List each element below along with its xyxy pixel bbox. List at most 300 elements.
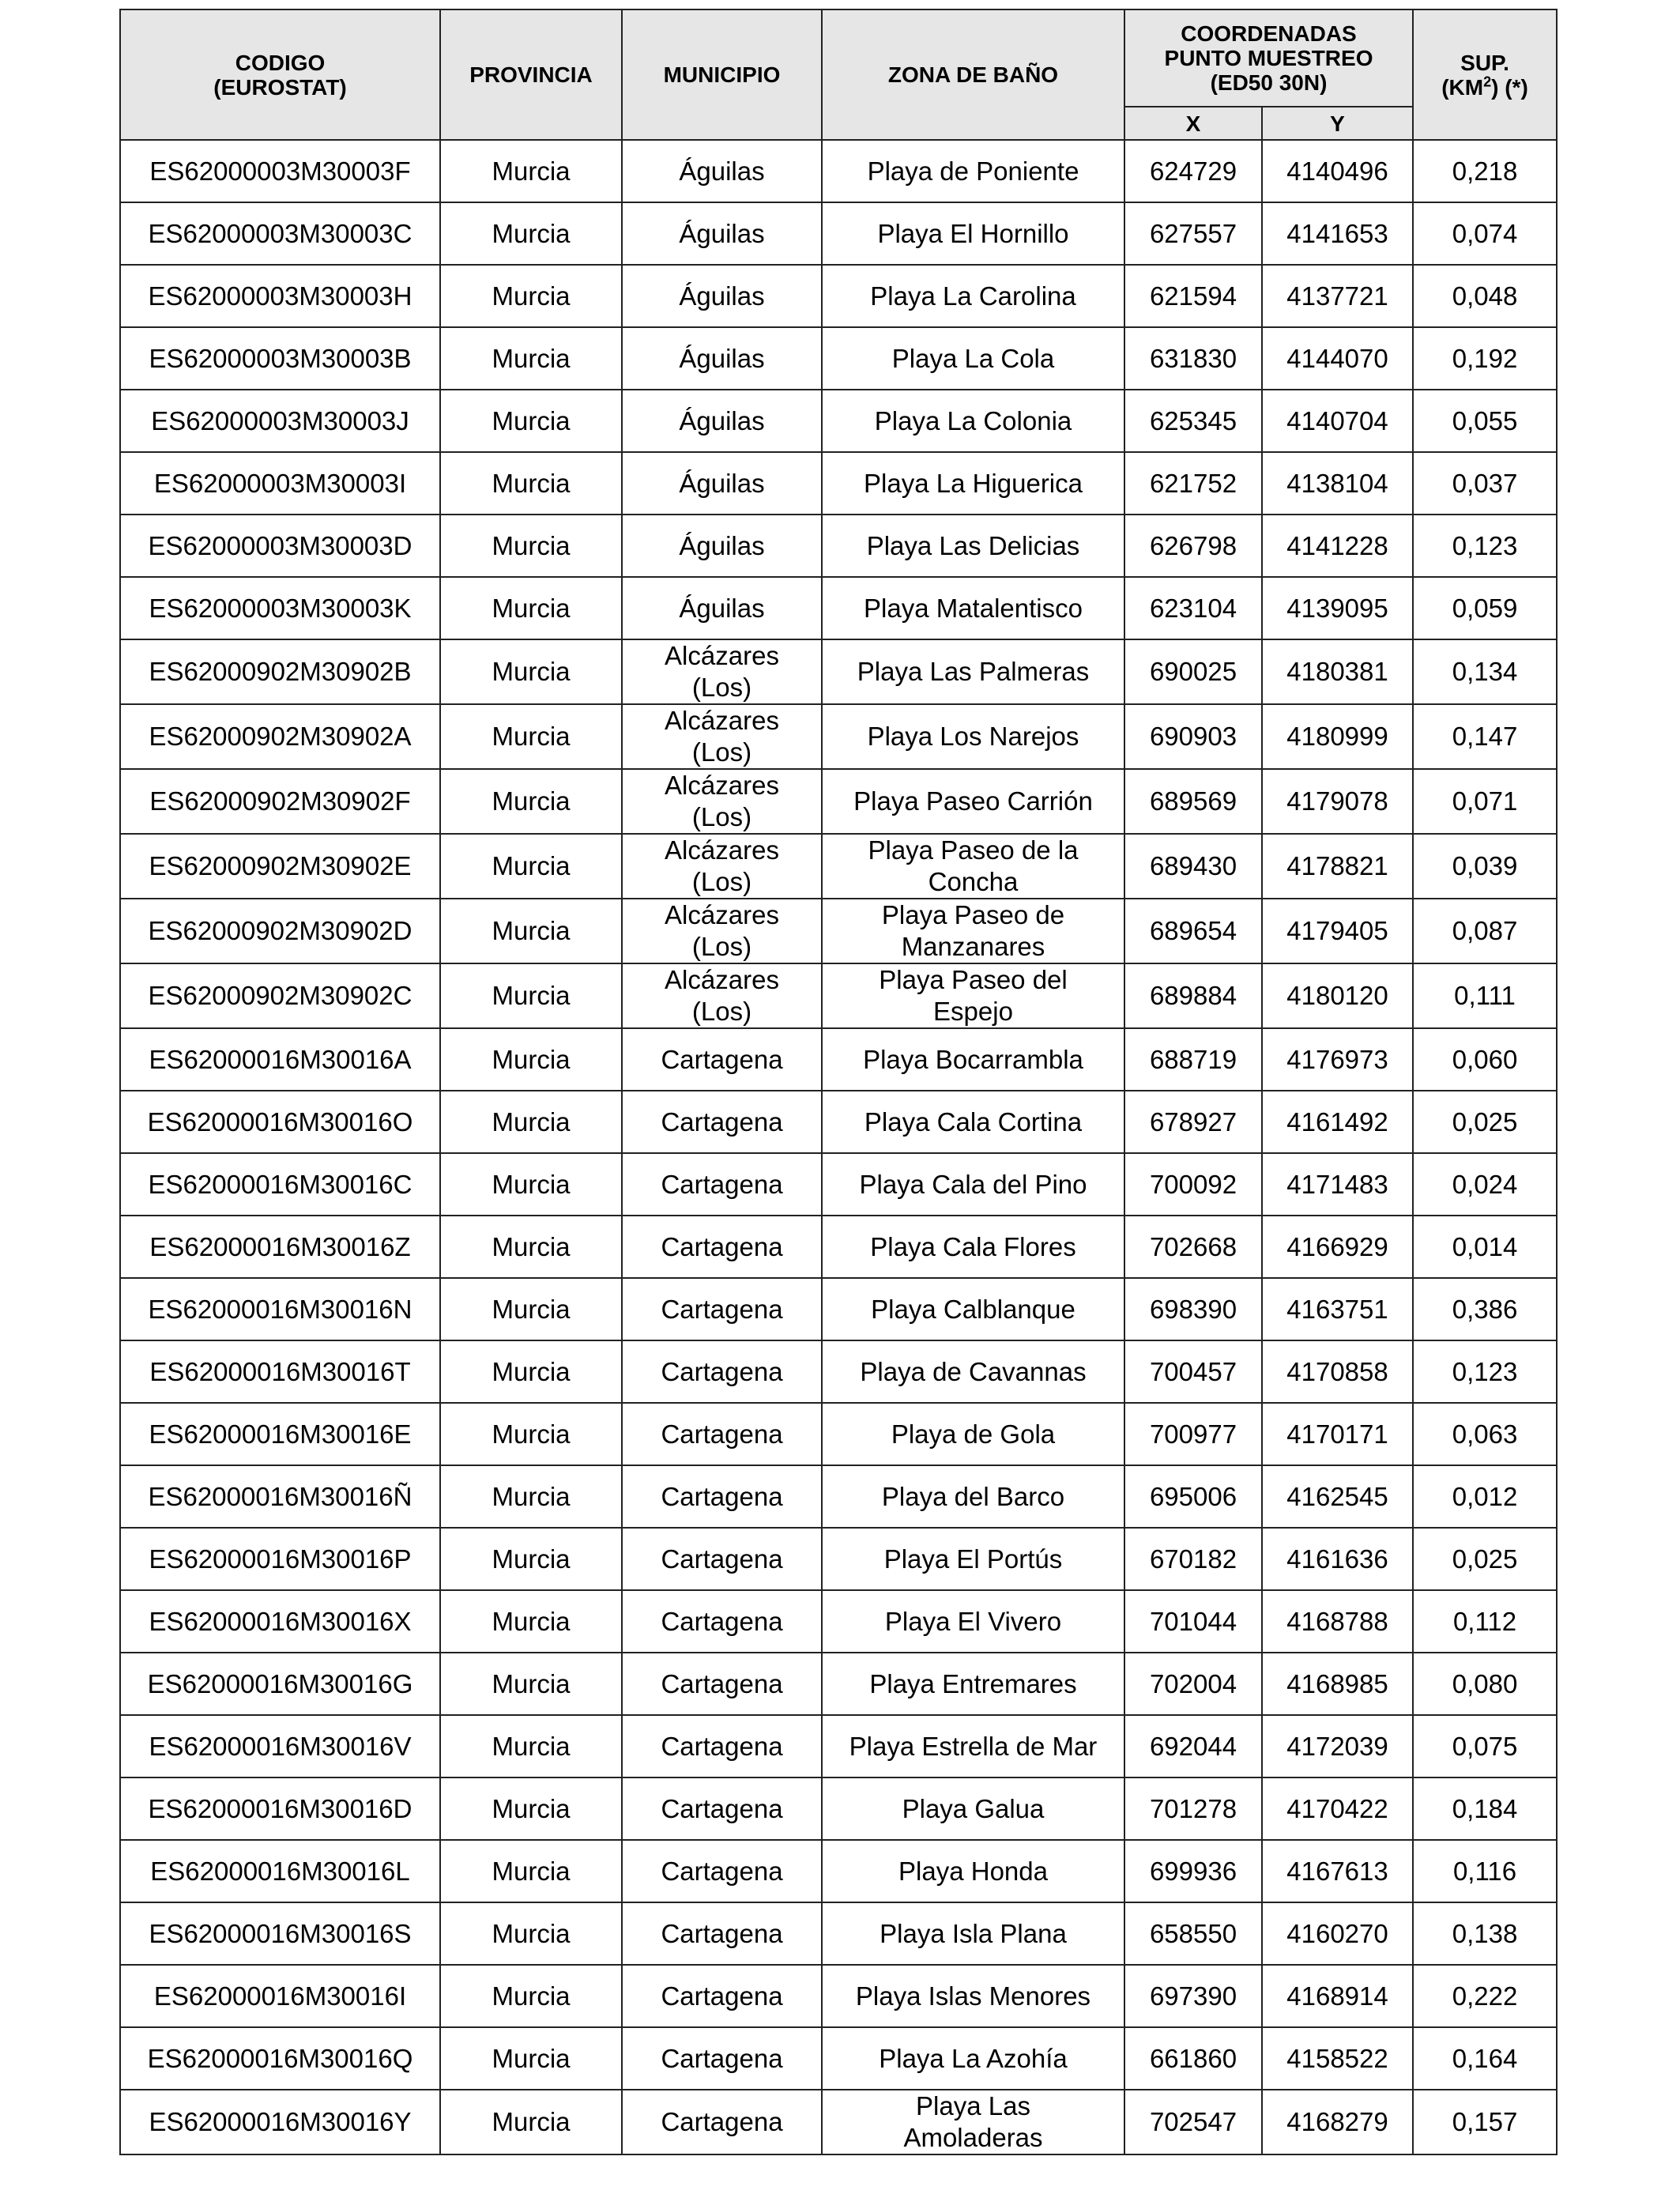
cell-zona [822, 1965, 1124, 2027]
cell-coord-y: 4168985 [1262, 1653, 1413, 1715]
cell-municipio [622, 769, 822, 834]
cell-codigo: ES62000016M30016Z [120, 1216, 440, 1278]
cell-coord-x: 701278 [1124, 1777, 1262, 1840]
header-sup-unit: (KM [1441, 74, 1484, 100]
cell-superficie: 0,037 [1413, 452, 1557, 515]
cell-zona [822, 1278, 1124, 1340]
cell-codigo: ES62000016M30016E [120, 1403, 440, 1465]
cell-zona-line: Playa Paseo del [879, 965, 1068, 994]
cell-municipio-line: Cartagena [661, 1793, 783, 1823]
cell-provincia: Murcia [440, 1340, 622, 1403]
cell-zona-line: Espejo [933, 997, 1013, 1026]
cell-coord-x: 689569 [1124, 769, 1262, 834]
table-row [120, 1278, 1557, 1340]
header-coordenadas-line: PUNTO MUESTREO [1164, 46, 1373, 70]
cell-zona [822, 963, 1124, 1028]
cell-superficie: 0,012 [1413, 1465, 1557, 1528]
cell-zona-line: Playa Entremares [869, 1668, 1077, 1698]
cell-provincia: Murcia [440, 1590, 622, 1653]
cell-municipio-line: Águilas [679, 281, 765, 311]
cell-provincia: Murcia [440, 1840, 622, 1902]
header-codigo [120, 9, 440, 140]
table-row [120, 1528, 1557, 1590]
cell-provincia: Murcia [440, 769, 622, 834]
cell-zona-line: Playa Cala del Pino [859, 1169, 1087, 1199]
cell-coord-x: 700457 [1124, 1340, 1262, 1403]
cell-coord-y: 4141653 [1262, 202, 1413, 265]
cell-coord-y: 4158522 [1262, 2027, 1413, 2090]
cell-municipio-line: Cartagena [661, 1481, 783, 1511]
table-row [120, 834, 1557, 899]
table-row [120, 1715, 1557, 1777]
cell-coord-x: 689654 [1124, 899, 1262, 963]
cell-zona-line: Playa La Higuerica [864, 468, 1083, 498]
table-row [120, 963, 1557, 1028]
cell-superficie: 0,087 [1413, 899, 1557, 963]
cell-coord-y: 4178821 [1262, 834, 1413, 899]
cell-superficie: 0,074 [1413, 202, 1557, 265]
cell-zona [822, 140, 1124, 202]
cell-municipio-line: Alcázares [665, 706, 779, 735]
cell-municipio-line: Águilas [679, 343, 765, 373]
cell-codigo: ES62000003M30003D [120, 515, 440, 577]
cell-codigo: ES62000003M30003J [120, 390, 440, 452]
table-row [120, 1590, 1557, 1653]
table-row [120, 1965, 1557, 2027]
cell-coord-x: 678927 [1124, 1091, 1262, 1153]
table-row [120, 1403, 1557, 1465]
cell-coord-y: 4168279 [1262, 2090, 1413, 2154]
cell-coord-x: 621752 [1124, 452, 1262, 515]
cell-municipio-line: Cartagena [661, 1106, 783, 1137]
cell-coord-x: 661860 [1124, 2027, 1262, 2090]
cell-municipio-line: Alcázares [665, 771, 779, 800]
cell-provincia: Murcia [440, 1091, 622, 1153]
cell-codigo: ES62000016M30016S [120, 1902, 440, 1965]
bathing-zones-table [119, 9, 1558, 2155]
cell-codigo: ES62000016M30016L [120, 1840, 440, 1902]
table-row [120, 202, 1557, 265]
cell-municipio-line: Águilas [679, 218, 765, 248]
cell-municipio [622, 704, 822, 769]
cell-zona [822, 1340, 1124, 1403]
cell-zona-line: Playa Las Palmeras [857, 657, 1090, 686]
cell-coord-y: 4180381 [1262, 639, 1413, 704]
cell-zona-line: Playa de Gola [891, 1419, 1056, 1449]
cell-municipio [622, 834, 822, 899]
cell-municipio [622, 1278, 822, 1340]
cell-coord-x: 702668 [1124, 1216, 1262, 1278]
cell-municipio-line: (Los) [691, 997, 752, 1026]
table-row [120, 577, 1557, 639]
cell-zona [822, 639, 1124, 704]
cell-codigo: ES62000003M30003H [120, 265, 440, 327]
cell-zona-line: Playa El Hornillo [877, 218, 1069, 248]
cell-provincia: Murcia [440, 265, 622, 327]
cell-superficie: 0,071 [1413, 769, 1557, 834]
cell-coord-x: 688719 [1124, 1028, 1262, 1091]
cell-provincia: Murcia [440, 140, 622, 202]
cell-superficie: 0,039 [1413, 834, 1557, 899]
cell-codigo: ES62000016M30016Q [120, 2027, 440, 2090]
cell-municipio-line: Cartagena [661, 1731, 783, 1761]
table-row [120, 899, 1557, 963]
cell-municipio-line: (Los) [691, 932, 752, 961]
header-sup-note: ) (*) [1491, 74, 1528, 100]
cell-zona [822, 1902, 1124, 1965]
cell-zona-line: Playa La Colonia [874, 405, 1072, 435]
cell-zona-line: Playa Islas Menores [855, 1981, 1091, 2011]
cell-coord-x: 626798 [1124, 515, 1262, 577]
cell-municipio [622, 327, 822, 390]
cell-provincia: Murcia [440, 1653, 622, 1715]
header-coordenadas-line: (ED50 30N) [1210, 70, 1328, 95]
cell-municipio [622, 390, 822, 452]
cell-coord-x: 623104 [1124, 577, 1262, 639]
cell-zona-line: Playa Paseo de la [868, 835, 1079, 865]
cell-municipio [622, 1590, 822, 1653]
cell-coord-y: 4179078 [1262, 769, 1413, 834]
cell-superficie: 0,116 [1413, 1840, 1557, 1902]
cell-provincia: Murcia [440, 327, 622, 390]
header-codigo-line: (EUROSTAT) [213, 74, 347, 100]
cell-municipio [622, 1340, 822, 1403]
cell-coord-x: 695006 [1124, 1465, 1262, 1528]
cell-coord-x: 701044 [1124, 1590, 1262, 1653]
cell-zona-line: Playa de Poniente [867, 156, 1079, 186]
cell-coord-x: 700092 [1124, 1153, 1262, 1216]
cell-zona [822, 834, 1124, 899]
cell-zona [822, 1028, 1124, 1091]
cell-municipio [622, 1528, 822, 1590]
cell-coord-y: 4137721 [1262, 265, 1413, 327]
header-coordenadas [1124, 9, 1413, 107]
cell-codigo: ES62000902M30902C [120, 963, 440, 1028]
cell-municipio-line: Cartagena [661, 1606, 783, 1636]
table-row [120, 390, 1557, 452]
cell-zona-line: Playa La Cola [891, 343, 1055, 373]
table-row [120, 1902, 1557, 1965]
cell-superficie: 0,157 [1413, 2090, 1557, 2154]
table-row [120, 515, 1557, 577]
cell-codigo: ES62000016M30016C [120, 1153, 440, 1216]
cell-coord-y: 4141228 [1262, 515, 1413, 577]
cell-codigo: ES62000016M30016T [120, 1340, 440, 1403]
cell-municipio [622, 1965, 822, 2027]
cell-zona [822, 1528, 1124, 1590]
cell-codigo: ES62000003M30003F [120, 140, 440, 202]
cell-coord-y: 4179405 [1262, 899, 1413, 963]
cell-municipio-line: (Los) [691, 867, 752, 896]
cell-zona [822, 327, 1124, 390]
cell-coord-y: 4167613 [1262, 1840, 1413, 1902]
cell-coord-y: 4166929 [1262, 1216, 1413, 1278]
cell-municipio [622, 2027, 822, 2090]
table-row [120, 2090, 1557, 2154]
cell-coord-y: 4170858 [1262, 1340, 1413, 1403]
cell-coord-x: 624729 [1124, 140, 1262, 202]
cell-zona [822, 515, 1124, 577]
cell-superficie: 0,063 [1413, 1403, 1557, 1465]
cell-provincia: Murcia [440, 704, 622, 769]
table-row [120, 327, 1557, 390]
cell-provincia: Murcia [440, 202, 622, 265]
cell-coord-x: 658550 [1124, 1902, 1262, 1965]
table-row [120, 140, 1557, 202]
cell-coord-x: 631830 [1124, 327, 1262, 390]
cell-coord-x: 670182 [1124, 1528, 1262, 1590]
cell-municipio [622, 1216, 822, 1278]
cell-superficie: 0,111 [1413, 963, 1557, 1028]
header-y: Y [1262, 107, 1413, 140]
cell-provincia: Murcia [440, 639, 622, 704]
header-sup-line [1417, 75, 1553, 100]
table-row [120, 1653, 1557, 1715]
table-body [120, 140, 1557, 2154]
cell-zona [822, 899, 1124, 963]
cell-municipio-line: Alcázares [665, 835, 779, 865]
cell-coord-y: 4139095 [1262, 577, 1413, 639]
cell-provincia: Murcia [440, 2027, 622, 2090]
cell-codigo: ES62000016M30016I [120, 1965, 440, 2027]
cell-municipio-line: Alcázares [665, 965, 779, 994]
cell-zona-line: Playa Paseo Carrión [853, 786, 1093, 816]
cell-municipio-line: (Los) [691, 673, 752, 702]
cell-codigo: ES62000902M30902B [120, 639, 440, 704]
cell-coord-y: 4176973 [1262, 1028, 1413, 1091]
cell-zona-line: Playa Honda [898, 1856, 1048, 1886]
cell-coord-y: 4170171 [1262, 1403, 1413, 1465]
cell-zona-line: Playa Bocarrambla [863, 1044, 1083, 1074]
cell-superficie: 0,222 [1413, 1965, 1557, 2027]
cell-superficie: 0,138 [1413, 1902, 1557, 1965]
cell-coord-y: 4140496 [1262, 140, 1413, 202]
table-row [120, 452, 1557, 515]
cell-coord-x: 627557 [1124, 202, 1262, 265]
cell-zona-line: Playa Galua [902, 1793, 1045, 1823]
header-municipio: MUNICIPIO [622, 9, 822, 140]
cell-zona [822, 1403, 1124, 1465]
cell-municipio-line: Cartagena [661, 1294, 783, 1324]
cell-provincia: Murcia [440, 963, 622, 1028]
cell-municipio-line: Cartagena [661, 2107, 783, 2136]
table-row [120, 1465, 1557, 1528]
cell-zona-line: Playa Isla Plana [880, 1918, 1067, 1948]
cell-municipio-line: Cartagena [661, 1981, 783, 2011]
cell-superficie: 0,147 [1413, 704, 1557, 769]
cell-municipio [622, 452, 822, 515]
cell-superficie: 0,060 [1413, 1028, 1557, 1091]
cell-provincia: Murcia [440, 834, 622, 899]
cell-codigo: ES62000016M30016V [120, 1715, 440, 1777]
cell-zona [822, 1777, 1124, 1840]
cell-municipio [622, 577, 822, 639]
cell-coord-y: 4162545 [1262, 1465, 1413, 1528]
cell-municipio [622, 202, 822, 265]
cell-codigo: ES62000003M30003K [120, 577, 440, 639]
cell-municipio-line: Cartagena [661, 1856, 783, 1886]
cell-municipio [622, 1840, 822, 1902]
cell-coord-x: 698390 [1124, 1278, 1262, 1340]
cell-municipio [622, 639, 822, 704]
cell-provincia: Murcia [440, 1278, 622, 1340]
cell-codigo: ES62000016M30016G [120, 1653, 440, 1715]
cell-provincia: Murcia [440, 577, 622, 639]
cell-zona-line: Playa Cala Flores [870, 1231, 1076, 1261]
cell-codigo: ES62000016M30016O [120, 1091, 440, 1153]
cell-municipio [622, 899, 822, 963]
cell-codigo: ES62000902M30902D [120, 899, 440, 963]
cell-coord-y: 4171483 [1262, 1153, 1413, 1216]
cell-municipio-line: Cartagena [661, 1044, 783, 1074]
cell-zona [822, 704, 1124, 769]
table-row [120, 1216, 1557, 1278]
cell-zona-line: Playa La Azohía [879, 2043, 1068, 2073]
cell-municipio [622, 140, 822, 202]
cell-zona-line: Manzanares [901, 932, 1045, 961]
cell-codigo: ES62000016M30016P [120, 1528, 440, 1590]
cell-municipio [622, 1403, 822, 1465]
cell-superficie: 0,024 [1413, 1153, 1557, 1216]
cell-municipio-line: Cartagena [661, 1169, 783, 1199]
header-superficie [1413, 9, 1557, 140]
cell-municipio [622, 1028, 822, 1091]
cell-municipio [622, 2090, 822, 2154]
cell-superficie: 0,025 [1413, 1091, 1557, 1153]
cell-superficie: 0,025 [1413, 1528, 1557, 1590]
cell-superficie: 0,075 [1413, 1715, 1557, 1777]
cell-zona [822, 1840, 1124, 1902]
cell-superficie: 0,123 [1413, 515, 1557, 577]
cell-codigo: ES62000003M30003C [120, 202, 440, 265]
cell-municipio-line: Alcázares [665, 900, 779, 929]
cell-zona [822, 2027, 1124, 2090]
cell-zona [822, 1653, 1124, 1715]
cell-superficie: 0,386 [1413, 1278, 1557, 1340]
cell-municipio-line: Águilas [679, 468, 765, 498]
header-coordenadas-line: COORDENADAS [1181, 21, 1357, 46]
cell-municipio [622, 1902, 822, 1965]
table-row [120, 265, 1557, 327]
cell-zona [822, 769, 1124, 834]
header-codigo-line: CODIGO [235, 50, 326, 75]
cell-superficie: 0,059 [1413, 577, 1557, 639]
cell-provincia: Murcia [440, 899, 622, 963]
cell-zona [822, 1590, 1124, 1653]
cell-codigo: ES62000902M30902E [120, 834, 440, 899]
cell-zona-line: Playa Matalentisco [864, 593, 1083, 623]
cell-coord-y: 4161492 [1262, 1091, 1413, 1153]
cell-coord-x: 699936 [1124, 1840, 1262, 1902]
cell-superficie: 0,134 [1413, 639, 1557, 704]
cell-coord-y: 4160270 [1262, 1902, 1413, 1965]
cell-codigo: ES62000016M30016Y [120, 2090, 440, 2154]
header-sup-exponent: 2 [1483, 74, 1492, 90]
cell-zona-line: Playa Paseo de [881, 900, 1065, 929]
cell-municipio-line: Cartagena [661, 1356, 783, 1386]
cell-provincia: Murcia [440, 452, 622, 515]
cell-municipio [622, 1715, 822, 1777]
cell-provincia: Murcia [440, 1715, 622, 1777]
cell-zona-line: Playa Cala Cortina [864, 1106, 1083, 1137]
cell-coord-y: 4163751 [1262, 1278, 1413, 1340]
cell-coord-x: 702004 [1124, 1653, 1262, 1715]
cell-municipio [622, 1465, 822, 1528]
cell-zona-line: Playa Los Narejos [867, 722, 1079, 751]
header-zona: ZONA DE BAÑO [822, 9, 1124, 140]
cell-municipio-line: Cartagena [661, 1544, 783, 1574]
cell-zona [822, 265, 1124, 327]
cell-zona [822, 202, 1124, 265]
table-row [120, 2027, 1557, 2090]
cell-municipio [622, 963, 822, 1028]
cell-provincia: Murcia [440, 1465, 622, 1528]
cell-provincia: Murcia [440, 1028, 622, 1091]
cell-coord-y: 4138104 [1262, 452, 1413, 515]
cell-municipio-line: Águilas [679, 530, 765, 560]
cell-coord-x: 690903 [1124, 704, 1262, 769]
cell-municipio-line: Cartagena [661, 1668, 783, 1698]
cell-superficie: 0,123 [1413, 1340, 1557, 1403]
cell-coord-y: 4140704 [1262, 390, 1413, 452]
cell-provincia: Murcia [440, 1216, 622, 1278]
cell-coord-y: 4170422 [1262, 1777, 1413, 1840]
cell-municipio-line: Águilas [679, 156, 765, 186]
cell-codigo: ES62000003M30003B [120, 327, 440, 390]
cell-coord-x: 700977 [1124, 1403, 1262, 1465]
table-row [120, 704, 1557, 769]
cell-provincia: Murcia [440, 1403, 622, 1465]
cell-provincia: Murcia [440, 390, 622, 452]
table-row [120, 1340, 1557, 1403]
cell-municipio [622, 265, 822, 327]
cell-codigo: ES62000016M30016D [120, 1777, 440, 1840]
cell-zona-line: Playa Calblanque [871, 1294, 1075, 1324]
cell-coord-y: 4180999 [1262, 704, 1413, 769]
cell-zona-line: Playa de Cavannas [860, 1356, 1087, 1386]
cell-municipio-line: Cartagena [661, 1918, 783, 1948]
cell-coord-y: 4168788 [1262, 1590, 1413, 1653]
cell-superficie: 0,014 [1413, 1216, 1557, 1278]
cell-codigo: ES62000016M30016N [120, 1278, 440, 1340]
cell-codigo: ES62000016M30016Ñ [120, 1465, 440, 1528]
cell-zona-line: Playa Las [916, 2091, 1030, 2120]
cell-superficie: 0,184 [1413, 1777, 1557, 1840]
table-row [120, 769, 1557, 834]
cell-coord-x: 689430 [1124, 834, 1262, 899]
cell-coord-x: 702547 [1124, 2090, 1262, 2154]
cell-zona-line: Playa Las Delicias [866, 530, 1080, 560]
cell-zona [822, 1216, 1124, 1278]
cell-superficie: 0,164 [1413, 2027, 1557, 2090]
cell-municipio [622, 1777, 822, 1840]
cell-coord-y: 4168914 [1262, 1965, 1413, 2027]
cell-provincia: Murcia [440, 1777, 622, 1840]
cell-municipio [622, 1653, 822, 1715]
cell-zona-line: Playa El Portús [883, 1544, 1063, 1574]
cell-superficie: 0,055 [1413, 390, 1557, 452]
cell-municipio-line: Cartagena [661, 1419, 783, 1449]
cell-coord-x: 690025 [1124, 639, 1262, 704]
cell-municipio [622, 515, 822, 577]
cell-zona [822, 1715, 1124, 1777]
cell-provincia: Murcia [440, 1153, 622, 1216]
cell-municipio-line: (Los) [691, 737, 752, 767]
table-row [120, 1777, 1557, 1840]
table-row [120, 1028, 1557, 1091]
cell-superficie: 0,112 [1413, 1590, 1557, 1653]
cell-zona-line: Playa Estrella de Mar [849, 1731, 1098, 1761]
